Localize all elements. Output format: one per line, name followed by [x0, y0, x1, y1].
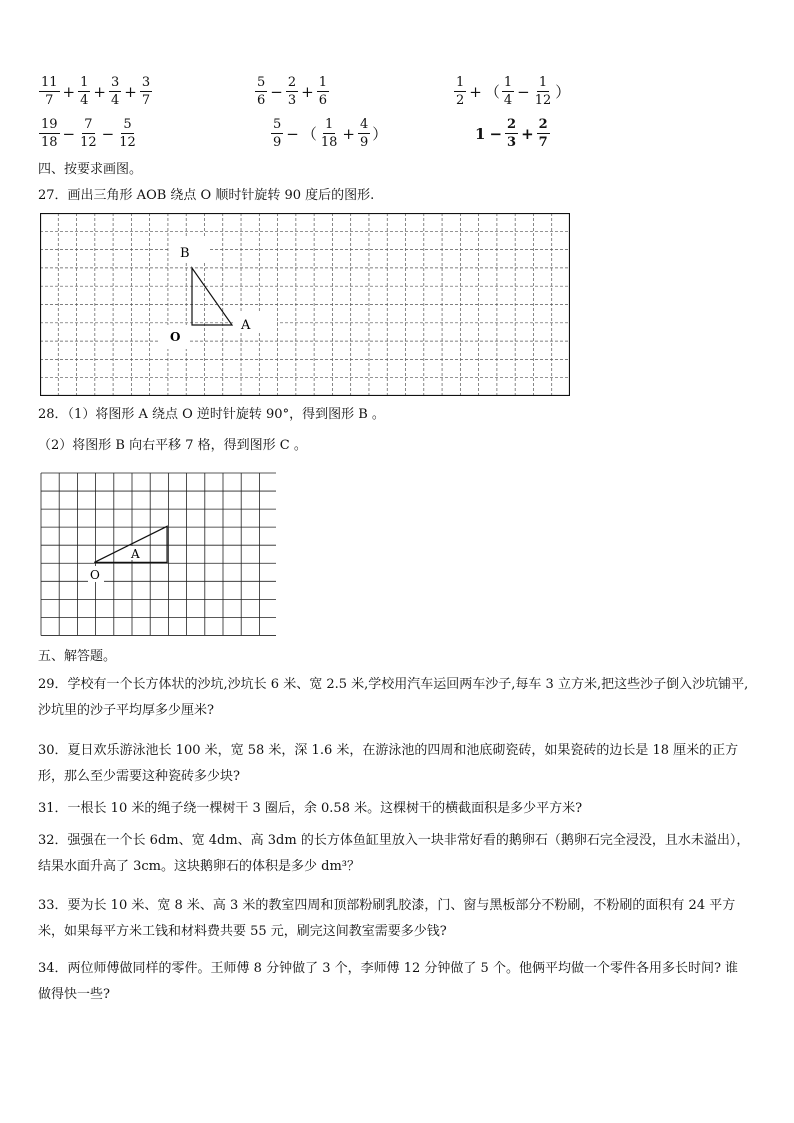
fraction [39, 76, 60, 107]
denominator: 6 [318, 93, 327, 108]
expr-6 [473, 118, 551, 149]
fraction [78, 76, 90, 107]
numerator: 2 [287, 75, 297, 90]
operator: − [489, 124, 503, 143]
question-29: 29．学校有一个长方体状的沙坑,沙坑长 6 米、宽 2.5 米,学校用汽车运回两车沙子,每车 3 立方米,把这些沙子倒入沙坑铺平,沙坑里的沙子平均厚多少厘米? [38, 677, 749, 718]
question-27: 27．画出三角形 AOB 绕点 O 顺时针旋转 90 度后的图形. [38, 188, 375, 203]
numerator: 5 [123, 117, 132, 132]
label-b: B [180, 246, 190, 261]
expr-4 [38, 118, 139, 149]
operator: + [301, 82, 314, 101]
question-28-part-1: 28．（1）将图形 A 绕点 O 逆时针旋转 90°，得到图形 B 。 [38, 407, 385, 422]
operator: + [62, 82, 76, 101]
denominator: 12 [119, 135, 136, 150]
operator: − [286, 124, 299, 143]
denominator: 2 [456, 93, 465, 108]
numerator: 1 [80, 75, 89, 90]
numerator: 7 [84, 117, 93, 132]
numerator: 5 [273, 117, 282, 132]
section-4-heading: 四、按要求画图。 [38, 162, 143, 177]
parenthesis: （ [484, 83, 500, 101]
question-31: 31．一根长 10 米的绳子绕一棵树干 3 圈后，余 0.58 米。这棵树干的横截面积是多少平方米? [38, 801, 583, 816]
label-a: A [131, 547, 140, 561]
operator: − [101, 124, 115, 143]
denominator: 4 [503, 93, 513, 108]
fraction [505, 118, 518, 149]
number: 1 [475, 124, 486, 143]
operator: + [342, 124, 355, 143]
denominator: 7 [538, 135, 548, 150]
numerator: 3 [141, 75, 151, 90]
fraction [117, 118, 138, 149]
denominator: 6 [257, 93, 266, 108]
q27-grid-figure [40, 213, 570, 396]
expr-1 [38, 76, 153, 107]
fraction [358, 118, 370, 149]
fraction [109, 76, 121, 107]
question-33: 33．要为长 10 米、宽 8 米、高 3 米的教室四周和顶部粉刷乳胶漆，门、窗与黑板部分不粉刷，不粉刷的面积有 24 平方米，如果每平方米工钱和材料费共要 55 元，刷完这间教室需要多少钱? [38, 898, 736, 939]
denominator: 3 [287, 93, 297, 108]
numerator: 2 [538, 117, 548, 132]
expr-3 [453, 76, 571, 107]
numerator: 1 [503, 75, 513, 90]
fraction [255, 76, 267, 107]
expr-5 [270, 118, 388, 149]
numerator: 19 [41, 117, 58, 132]
expr-2 [254, 76, 330, 107]
numerator: 5 [257, 75, 266, 90]
parenthesis: （ [301, 125, 317, 143]
operator: + [521, 124, 534, 143]
section-5-heading: 五、解答题。 [38, 649, 117, 664]
operator: + [469, 82, 482, 101]
numerator: 1 [538, 75, 548, 90]
operator: − [517, 82, 530, 101]
numerator: 1 [318, 75, 327, 90]
label-a: A [241, 318, 251, 333]
fraction [140, 76, 152, 107]
denominator: 9 [273, 135, 282, 150]
numerator: 1 [456, 75, 465, 90]
question-30: 30．夏日欢乐游泳池长 100 米，宽 58 米，深 1.6 米，在游泳池的四周和池底砌瓷砖，如果瓷砖的边长是 18 厘米的正方形，那么至少需要这种瓷砖多少块? [38, 743, 739, 784]
fraction [454, 76, 466, 107]
parenthesis: ） [372, 125, 388, 143]
label-o: O [170, 330, 181, 344]
parenthesis: ） [555, 83, 571, 101]
operator: − [270, 82, 283, 101]
numerator: 2 [507, 117, 517, 132]
denominator: 7 [45, 93, 54, 108]
fraction [39, 118, 60, 149]
denominator: 12 [80, 135, 97, 150]
fraction [271, 118, 283, 149]
fraction [286, 76, 298, 107]
denominator: 18 [41, 135, 58, 150]
operator: + [124, 82, 137, 101]
denominator: 18 [320, 135, 338, 150]
denominator: 4 [110, 93, 120, 108]
denominator: 4 [80, 93, 89, 108]
fraction [533, 76, 554, 107]
label-o: O [90, 568, 100, 582]
fraction [319, 118, 340, 149]
denominator: 3 [507, 135, 517, 150]
numerator: 4 [360, 117, 369, 132]
fraction [78, 118, 99, 149]
fraction [317, 76, 329, 107]
denominator: 7 [141, 93, 151, 108]
fraction [537, 118, 550, 149]
fraction [502, 76, 514, 107]
question-28-part-2: （2）将图形 B 向右平移 7 格，得到图形 C 。 [38, 438, 307, 453]
numerator: 1 [325, 117, 334, 132]
operator: + [93, 82, 106, 101]
numerator: 11 [41, 75, 58, 90]
operator: − [62, 124, 76, 143]
triangle-aob [192, 268, 232, 325]
question-34: 34．两位师傅做同样的零件。王师傅 8 分钟做了 3 个，李师傅 12 分钟做了 5 个。他俩平均做一个零件各用多长时间? 谁做得快一些? [38, 961, 739, 1002]
denominator: 9 [360, 135, 369, 150]
q28-grid-figure [40, 472, 276, 638]
numerator: 3 [110, 75, 120, 90]
denominator: 12 [534, 93, 552, 108]
question-32: 32．强强在一个长 6dm、宽 4dm、高 3dm 的长方体鱼缸里放入一块非常好看的鹅卵石（鹅卵石完全浸没，且水未溢出），结果水面升高了 3cm。这块鹅卵石的体积是多少 dm³？ [38, 833, 750, 874]
